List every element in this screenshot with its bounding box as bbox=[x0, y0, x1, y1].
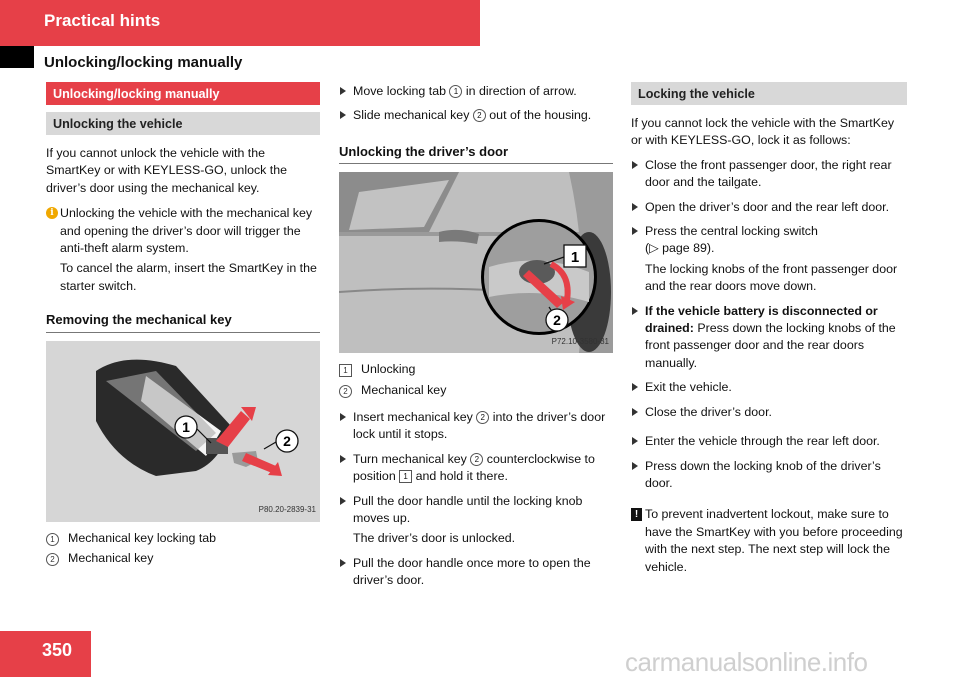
intro-text: If you cannot unlock the vehicle with the SmartKey or with KEYLESS-GO, unlock the driver’s door using the mechanical key. bbox=[46, 146, 288, 195]
step-result: The driver’s door is unlocked. bbox=[353, 531, 516, 546]
step bbox=[631, 223, 907, 258]
legend-item bbox=[46, 530, 320, 547]
step bbox=[339, 409, 613, 444]
legend-text: Mechanical key locking tab bbox=[68, 530, 217, 545]
ref-number: 1 bbox=[399, 470, 412, 483]
watermark: carmanualsonline.info bbox=[625, 647, 868, 677]
ref-number: 2 bbox=[476, 411, 489, 424]
step bbox=[339, 493, 613, 528]
step bbox=[631, 157, 907, 192]
arrow-icon bbox=[340, 455, 346, 463]
arrow-icon bbox=[340, 87, 346, 95]
warning-note bbox=[631, 506, 907, 576]
door-image bbox=[339, 172, 613, 353]
step-condition: If the vehicle battery is disconnected or drained: bbox=[645, 303, 878, 336]
page-number: 350 bbox=[42, 640, 73, 660]
step-text: in direction of arrow. bbox=[462, 84, 577, 98]
legend-text: Mechanical key bbox=[68, 551, 154, 566]
step-result: The locking knobs of the front passenger door and the rear doors move down. bbox=[645, 261, 898, 294]
subheading: Removing the mechanical key bbox=[46, 311, 320, 332]
step-text: out of the housing. bbox=[485, 108, 592, 123]
arrow-icon bbox=[340, 559, 346, 567]
smartkey-image bbox=[46, 341, 320, 522]
info-note bbox=[46, 205, 320, 295]
step bbox=[631, 458, 907, 493]
step bbox=[631, 379, 907, 396]
step-text: counterclockwise to position bbox=[353, 451, 595, 484]
legend-num: 2 bbox=[339, 385, 352, 398]
step-text: Exit the vehicle. bbox=[645, 380, 732, 395]
info-text-2: To cancel the alarm, insert the SmartKey in the starter switch. bbox=[60, 261, 317, 293]
legend-num: 1 bbox=[46, 533, 59, 546]
callout-1: 1 bbox=[182, 418, 190, 435]
step-text: Press the central locking switch bbox=[645, 224, 818, 239]
callout-2: 2 bbox=[553, 312, 561, 329]
step bbox=[339, 83, 613, 100]
section-title: Practical hints bbox=[44, 11, 161, 30]
legend-item bbox=[339, 382, 613, 399]
step bbox=[339, 451, 613, 486]
arrow-icon bbox=[632, 161, 638, 169]
step bbox=[631, 303, 907, 373]
image-code: P80.20-2839-31 bbox=[258, 505, 316, 515]
step bbox=[631, 433, 907, 450]
step-text: Pull the door handle until the locking knob moves up. bbox=[353, 493, 583, 526]
step-text: Insert mechanical key bbox=[353, 410, 477, 425]
step-text: into the driver’s door lock until it stops. bbox=[353, 410, 606, 442]
step bbox=[339, 107, 613, 124]
warning-text: To prevent inadvertent lockout, make sure to have the SmartKey with you before proceeding with the next step. The next step will lock the vehicle. bbox=[645, 507, 903, 574]
info-text: Unlocking the vehicle with the mechanical key and opening the driver’s door will trigger the anti-theft alarm system. bbox=[60, 206, 313, 256]
column-3 bbox=[631, 82, 907, 576]
step-text: Press down the locking knobs of the front passenger door and the rear doors manually. bbox=[645, 321, 896, 370]
step-text: Pull the door handle once more to open the driver’s door. bbox=[353, 555, 591, 588]
arrow-icon bbox=[632, 383, 638, 391]
ref-number: 1 bbox=[449, 85, 462, 98]
arrow-icon bbox=[632, 227, 638, 235]
callout-1: 1 bbox=[570, 249, 580, 267]
legend-num: 1 bbox=[339, 364, 352, 377]
info-icon: i bbox=[46, 207, 58, 219]
subheading: Unlocking the driver’s door bbox=[339, 143, 613, 164]
column-2 bbox=[339, 82, 613, 590]
column-1 bbox=[46, 82, 320, 567]
ref-number: 2 bbox=[470, 453, 483, 466]
header-marker bbox=[0, 46, 34, 68]
page-subtitle: Unlocking/locking manually bbox=[44, 54, 243, 71]
step bbox=[631, 404, 907, 421]
arrow-icon bbox=[632, 203, 638, 211]
page-reference: (▷ page 89). bbox=[645, 241, 715, 256]
door-illustration bbox=[339, 172, 613, 353]
step-text: Move locking tab bbox=[353, 84, 450, 98]
step-text: Turn mechanical key bbox=[353, 451, 471, 466]
arrow-icon bbox=[632, 408, 638, 416]
step-text: Open the driver’s door and the rear left door. bbox=[645, 199, 890, 214]
step-text: Close the front passenger door, the right rear door and the tailgate. bbox=[645, 157, 892, 190]
arrow-icon bbox=[632, 462, 638, 470]
ref-number: 2 bbox=[473, 109, 486, 122]
step-text: Enter the vehicle through the rear left door. bbox=[645, 434, 880, 449]
step bbox=[631, 199, 907, 216]
legend-item bbox=[339, 361, 613, 378]
exclamation-icon: ! bbox=[631, 508, 642, 521]
arrow-icon bbox=[632, 437, 638, 445]
arrow-icon bbox=[340, 111, 346, 119]
legend-item bbox=[46, 550, 320, 567]
legend-num: 2 bbox=[46, 553, 59, 566]
section-band: Unlocking/locking manually bbox=[46, 82, 320, 105]
step-text: and hold it there. bbox=[412, 469, 508, 484]
subsection-band: Unlocking the vehicle bbox=[46, 112, 320, 135]
step-text: Press down the locking knob of the driver’s door. bbox=[645, 458, 881, 490]
image-code: P72.10-3580-31 bbox=[551, 336, 609, 346]
legend-text: Mechanical key bbox=[361, 382, 447, 397]
step-text: Slide mechanical key bbox=[353, 108, 473, 123]
step bbox=[339, 555, 613, 590]
subsection-band: Locking the vehicle bbox=[631, 82, 907, 105]
intro-text: If you cannot lock the vehicle with the SmartKey or with KEYLESS-GO, lock it as follows: bbox=[631, 116, 895, 148]
step-text: Close the driver’s door. bbox=[645, 404, 772, 419]
arrow-icon bbox=[340, 413, 346, 421]
arrow-icon bbox=[340, 497, 346, 505]
callout-2: 2 bbox=[283, 432, 291, 449]
key-illustration bbox=[46, 341, 320, 522]
arrow-icon bbox=[632, 307, 638, 315]
legend-text: Unlocking bbox=[361, 362, 416, 377]
